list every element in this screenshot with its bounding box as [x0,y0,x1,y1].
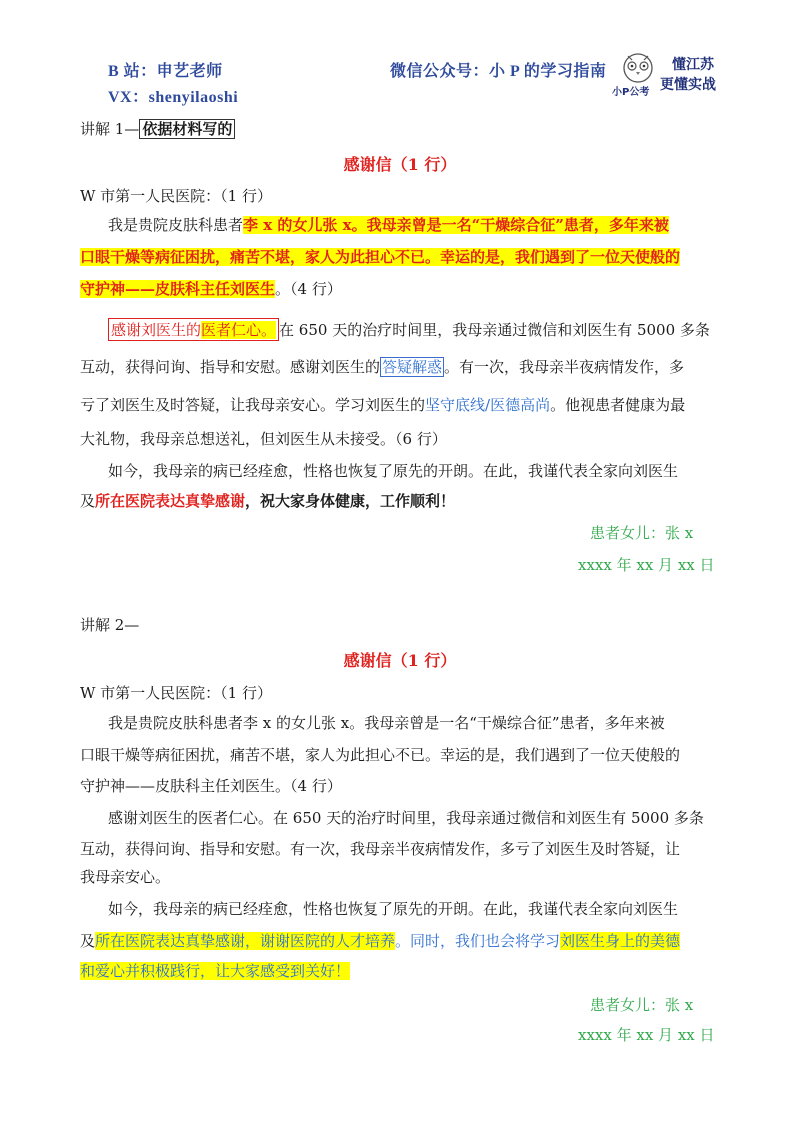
section2-signature: 患者女儿：张 x [590,996,694,1014]
section2-p1-line3: 守护神——皮肤科主任刘医生。（4 行） [80,777,342,795]
section2-p2-line2: 互动，获得问询、指导和安慰。有一次，我母亲半夜病情发作，多亏了刘医生及时答疑，让 [80,840,681,858]
bilibili-account: B 站：申艺老师 [108,63,223,80]
vx-account: VX：shenyilaoshi [108,89,239,106]
section1-p1-line3: 守护神——皮肤科主任刘医生。（4 行） [80,280,342,298]
section2-p2-line3: 我母亲安心。 [80,868,171,886]
section1-p1-line2: 口眼干燥等病征困扰，痛苦不堪，家人为此担心不已。幸运的是，我们遇到了一位天使般的 [80,248,681,266]
section1-p2-line4: 大礼物，我母亲总想送礼，但刘医生从未接受。（6 行） [80,430,447,448]
logo-text-2: 更懂实战 [660,77,716,93]
section1-p3-line1: 如今，我母亲的病已经痊愈，性格也恢复了原先的开朗。在此，我谨代表全家向刘医生 [108,462,679,480]
wechat-account: 微信公众号：小 P 的学习指南 [390,63,607,80]
section2-date: xxxx 年 xx 月 xx 日 [578,1026,715,1044]
section1-date: xxxx 年 xx 月 xx 日 [578,556,715,574]
section2-p3-line1: 如今，我母亲的病已经痊愈，性格也恢复了原先的开朗。在此，我谨代表全家向刘医生 [108,900,679,918]
section2-label: 讲解 2— [80,616,140,634]
section1-p3-line2: 及所在医院表达真挚感谢，祝大家身体健康，工作顺利！ [80,492,456,510]
section2-p3-line3: 和爱心并积极践行，让大家感受到关好！ [80,962,351,980]
section2-salutation: W 市第一人民医院：（1 行） [80,684,272,702]
logo-small-text: 小P公考 [612,87,650,98]
section1-label-boxed: 依据材料写的 [139,119,235,139]
section1-p2-line2: 互动，获得问询、指导和安慰。感谢刘医生的 答疑解惑 。有一次，我母亲半夜病情发作，多 [80,358,685,376]
section2-p1-line2: 口眼干燥等病征困扰，痛苦不堪，家人为此担心不已。幸运的是，我们遇到了一位天使般的 [80,746,681,764]
section1-p1-line1: 我是贵院皮肤科患者李 x 的女儿张 x。我母亲曾是一名“干燥综合征”患者，多年来被 [108,216,669,234]
section2-p3-line2: 及所在医院表达真挚感谢，谢谢医院的人才培养。同时，我们也会将学习刘医生身上的美德 [80,932,681,950]
section1-signature: 患者女儿：张 x [590,524,694,542]
section1-salutation: W 市第一人民医院：（1 行） [80,187,272,205]
section2-p1-line1: 我是贵院皮肤科患者李 x 的女儿张 x。我母亲曾是一名“干燥综合征”患者，多年来被 [108,714,665,732]
section2-title: 感谢信（1 行） [343,651,457,670]
section1-p2-line1: 感谢刘医生的医者仁心。 在 650 天的治疗时间里，我母亲通过微信和刘医生有 5000 多条 [108,318,710,341]
section1-title: 感谢信（1 行） [343,155,457,174]
logo-text-1: 懂江苏 [672,57,714,73]
section1-p2-line3: 亏了刘医生及时答疑，让我母亲安心。学习刘医生的坚守底线/医德高尚。他视患者健康为最 [80,396,686,414]
section2-p2-line1: 感谢刘医生的医者仁心。在 650 天的治疗时间里，我母亲通过微信和刘医生有 5000 多条 [108,809,704,827]
section1-label: 讲解 1— 依据材料写的 [80,118,235,139]
